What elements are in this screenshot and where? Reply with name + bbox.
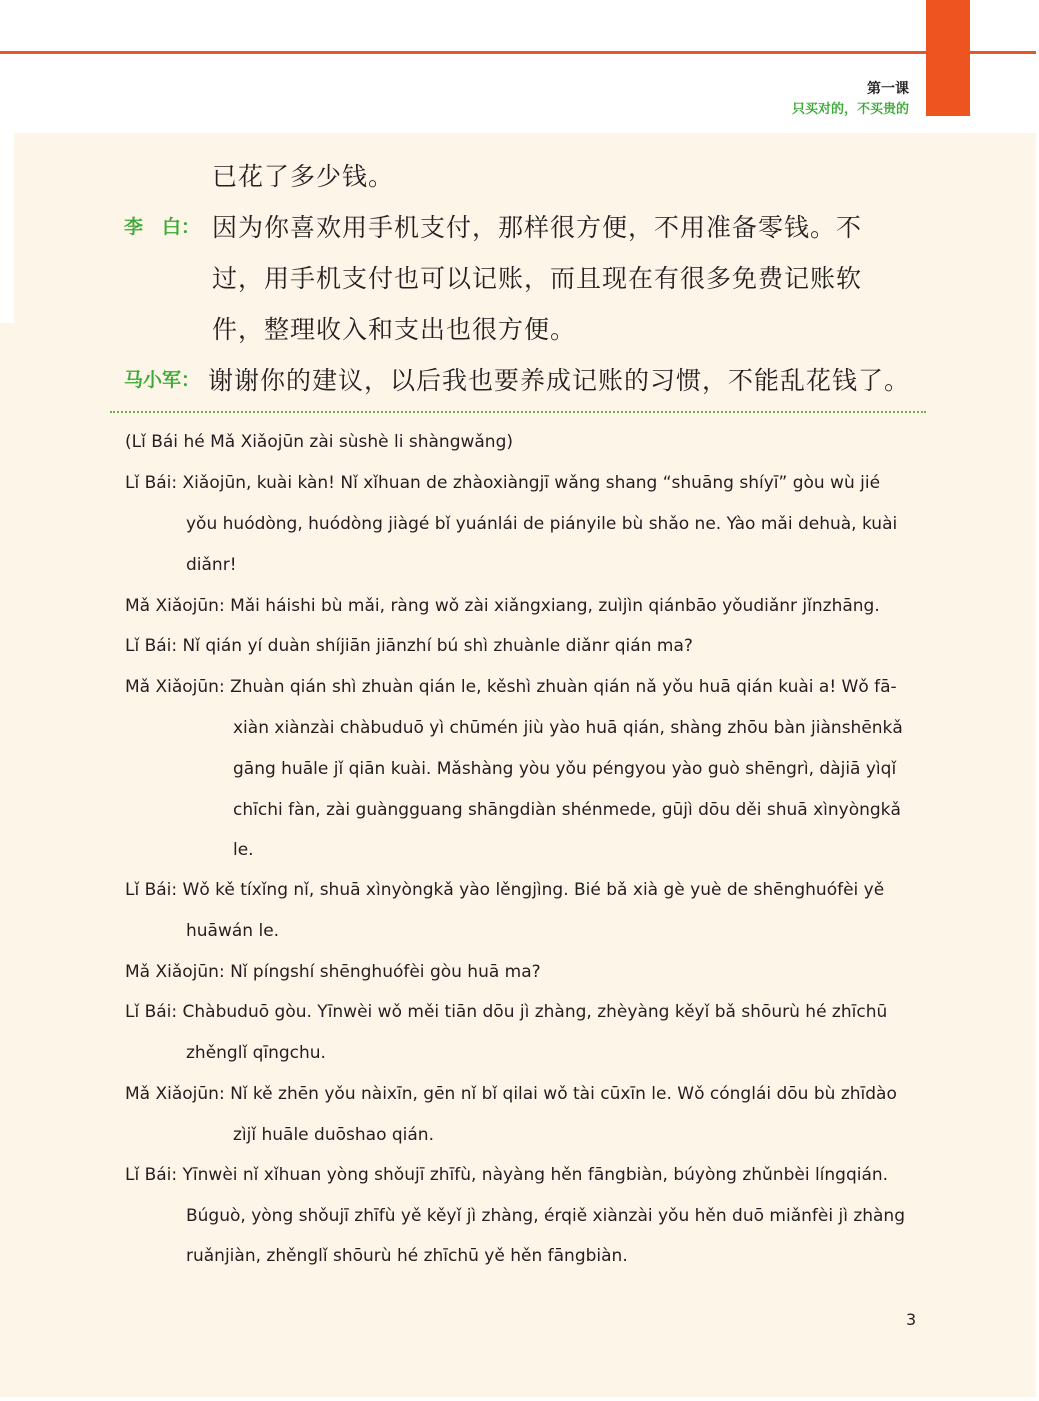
- pinyin-line: Lǐ Bái: Chàbuduō gòu. Yīnwèi wǒ měi tiān dōu jì zhàng, zhèyàng kěyǐ bǎ shōurù hé zhīchū: [125, 1002, 888, 1022]
- page-number: 3: [906, 1310, 917, 1329]
- dialogue-line: 谢谢你的建议，以后我也要养成记账的习惯，不能乱花钱了。: [208, 366, 911, 395]
- pinyin-line: chīchi fàn, zài guàngguang shāngdiàn shénmede, gūjì dōu děi shuā xìnyòngkǎ: [233, 800, 901, 820]
- pinyin-line: Mǎ Xiǎojūn: Mǎi háishi bù mǎi, ràng wǒ zài xiǎngxiang, zuìjìn qiánbāo yǒudiǎnr jǐnzhāng.: [125, 596, 880, 616]
- lesson-number: 第一课: [867, 81, 909, 97]
- pinyin-line: Lǐ Bái: Nǐ qián yí duàn shíjiān jiānzhí bú shì zhuànle diǎnr qián ma?: [125, 636, 693, 656]
- pinyin-line: huāwán le.: [186, 921, 280, 941]
- speaker-ma-xiaojun: 马小军：: [124, 369, 201, 391]
- pinyin-line: diǎnr!: [186, 555, 237, 575]
- dialogue-continuation: 已花了多少钱。: [212, 162, 395, 191]
- pinyin-line: zhěnglǐ qīngchu.: [186, 1043, 326, 1063]
- pinyin-line: Lǐ Bái: Wǒ kě tíxǐng nǐ, shuā xìnyòngkǎ yào lěngjìng. Bié bǎ xià gè yuè de shēnghuófèi yě: [125, 880, 885, 900]
- pinyin-line: gāng huāle jǐ qiān kuài. Mǎshàng yòu yǒu péngyou yào guò shēngrì, dàjiā yìqǐ: [233, 759, 897, 779]
- dialogue-line: 件，整理收入和支出也很方便。: [212, 315, 577, 344]
- pinyin-line: yǒu huódòng, huódòng jiàgé bǐ yuánlái de piányile bù shǎo ne. Yào mǎi dehuà, kuài: [186, 514, 898, 534]
- header-rule: [0, 51, 1036, 54]
- pinyin-line: Mǎ Xiǎojūn: Nǐ píngshí shēnghuófèi gòu huā ma?: [125, 962, 541, 982]
- dialogue-line: 过，用手机支付也可以记账，而且现在有很多免费记账软: [212, 264, 863, 293]
- panel-extension: [0, 323, 14, 1397]
- speaker-li-bai: 李 白：: [124, 216, 201, 238]
- dialogue-line: 因为你喜欢用手机支付，那样很方便，不用准备零钱。不: [212, 213, 863, 242]
- pinyin-line: Lǐ Bái: Xiǎojūn, kuài kàn! Nǐ xǐhuan de zhàoxiàngjī wǎng shang “shuāng shíyī” gòu wù jié: [125, 473, 881, 493]
- pinyin-line: le.: [233, 840, 254, 860]
- pinyin-line: xiàn xiànzài chàbuduō yì chūmén jiù yào huā qián, shàng zhōu bàn jiànshēnkǎ: [233, 718, 903, 738]
- pinyin-line: Lǐ Bái: Yīnwèi nǐ xǐhuan yòng shǒujī zhīfù, nàyàng hěn fāngbiàn, búyòng zhǔnbèi língqián.: [125, 1165, 889, 1185]
- pinyin-line: Mǎ Xiǎojūn: Nǐ kě zhēn yǒu nàixīn, gēn nǐ bǐ qilai wǒ tài cūxīn le. Wǒ cónglái dōu bù zhīdào: [125, 1084, 897, 1104]
- pinyin-line: Mǎ Xiǎojūn: Zhuàn qián shì zhuàn qián le, kěshì zhuàn qián nǎ yǒu huā qián kuài a! Wǒ fā-: [125, 677, 897, 697]
- pinyin-scene: (Lǐ Bái hé Mǎ Xiǎojūn zài sùshè li shàngwǎng): [125, 432, 514, 452]
- lesson-title: 只买对的，不买贵的: [791, 102, 909, 117]
- chapter-tab: [926, 0, 970, 116]
- pinyin-line: Búguò, yòng shǒujī zhīfù yě kěyǐ jì zhàng, érqiě xiànzài yǒu hěn duō miǎnfèi jì zhàng: [186, 1206, 905, 1226]
- pinyin-line: ruǎnjiàn, zhěnglǐ shōurù hé zhīchū yě hěn fāngbiàn.: [186, 1246, 628, 1266]
- pinyin-line: zìjǐ huāle duōshao qián.: [233, 1125, 434, 1145]
- section-divider: [110, 411, 926, 413]
